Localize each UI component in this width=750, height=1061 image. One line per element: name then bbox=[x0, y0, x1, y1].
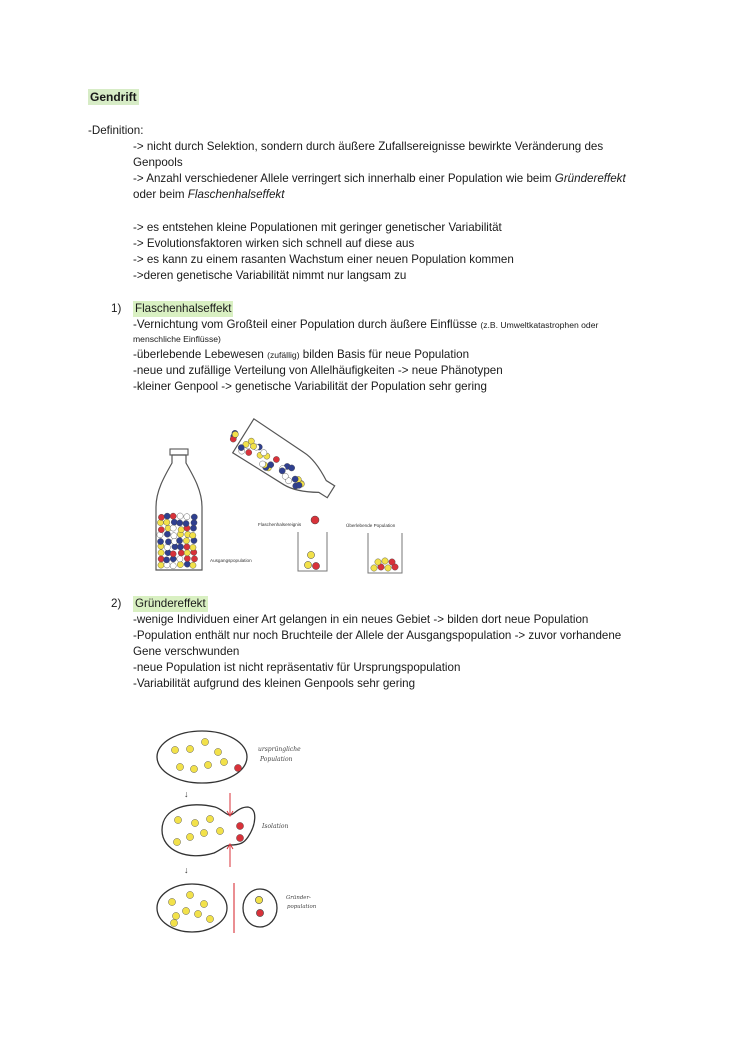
label-original-population-1: ursprüngliche bbox=[258, 746, 301, 753]
bead bbox=[183, 520, 189, 526]
bead bbox=[157, 538, 163, 544]
allele-line-text: -> Anzahl verschiedener Allele verringert sich innerhalb einer Population wie beim bbox=[133, 172, 555, 185]
bead bbox=[220, 758, 227, 765]
bead bbox=[177, 544, 183, 550]
bead bbox=[173, 838, 180, 845]
bead bbox=[158, 550, 164, 556]
allele-line2-text: oder beim bbox=[133, 188, 188, 201]
isolating-population-shape bbox=[162, 805, 255, 856]
bead bbox=[279, 468, 285, 474]
bead bbox=[158, 562, 164, 568]
remaining-population-beads bbox=[168, 891, 213, 926]
bead bbox=[176, 763, 183, 770]
bead bbox=[191, 514, 197, 520]
isolating-population-beads bbox=[173, 815, 243, 845]
bead bbox=[177, 561, 183, 567]
section-1-line bbox=[133, 347, 469, 363]
bead bbox=[200, 829, 207, 836]
bead bbox=[232, 431, 238, 437]
bead bbox=[171, 533, 177, 539]
bead bbox=[201, 738, 208, 745]
definition-line: Genpools bbox=[133, 156, 183, 169]
bead bbox=[389, 559, 395, 565]
page-title: Gendrift bbox=[90, 90, 137, 104]
bead bbox=[178, 550, 184, 556]
original-population-beads bbox=[171, 738, 241, 772]
bead bbox=[168, 898, 175, 905]
bead bbox=[177, 556, 183, 562]
down-arrow-icon: ↓ bbox=[184, 789, 189, 799]
section-1-line-small-cont: menschliche Einflüsse) bbox=[133, 334, 221, 344]
bead bbox=[170, 563, 176, 569]
bead bbox=[170, 513, 176, 519]
label-original-population-2: Population bbox=[260, 756, 293, 763]
bead bbox=[176, 538, 182, 544]
bead bbox=[158, 556, 164, 562]
bead bbox=[292, 476, 298, 482]
bead bbox=[206, 915, 213, 922]
section-2-number: 2) bbox=[111, 597, 122, 610]
label-initial-population: Ausgangspopulation bbox=[210, 558, 252, 563]
bead bbox=[158, 527, 164, 533]
bead bbox=[184, 555, 190, 561]
bead bbox=[190, 532, 196, 538]
founder-bead bbox=[255, 896, 262, 903]
bead bbox=[191, 556, 197, 562]
label-survivor-population: Überlebende Population bbox=[346, 523, 396, 528]
consequence-line: -> es kann zu einem rasanten Wachstum einer neuen Population kommen bbox=[133, 253, 514, 266]
bead bbox=[382, 558, 388, 564]
bead bbox=[174, 816, 181, 823]
bead bbox=[184, 514, 190, 520]
bead bbox=[170, 525, 176, 531]
founder-bead bbox=[256, 909, 263, 916]
bead bbox=[190, 525, 196, 531]
section-1-line-text: bilden Basis für neue Population bbox=[299, 348, 470, 361]
bead bbox=[200, 900, 207, 907]
bead bbox=[214, 748, 221, 755]
bead bbox=[191, 520, 197, 526]
section-2-line: -Variabilität aufgrund des kleinen Genpools sehr gering bbox=[133, 677, 416, 690]
bead bbox=[204, 761, 211, 768]
bead bbox=[158, 514, 164, 520]
survivor-beads bbox=[371, 558, 398, 571]
bead bbox=[250, 443, 256, 449]
bead bbox=[259, 461, 265, 467]
bead bbox=[191, 819, 198, 826]
bead bbox=[296, 482, 302, 488]
standing-bottle-beads bbox=[157, 513, 198, 569]
bead bbox=[236, 834, 243, 841]
bead bbox=[186, 745, 193, 752]
label-bottleneck-event: Flaschenhalsereignis bbox=[258, 522, 302, 527]
bead bbox=[273, 456, 279, 462]
bead bbox=[282, 473, 288, 479]
bead bbox=[234, 764, 241, 771]
bead bbox=[289, 465, 295, 471]
bead bbox=[172, 912, 179, 919]
bead bbox=[164, 544, 170, 550]
bead bbox=[371, 565, 377, 571]
bead bbox=[165, 539, 171, 545]
bead bbox=[268, 462, 274, 468]
bead bbox=[177, 513, 183, 519]
founder-effect-figure bbox=[150, 725, 350, 940]
bead bbox=[312, 562, 319, 569]
bead bbox=[206, 815, 213, 822]
section-1-line bbox=[133, 317, 598, 333]
section-1-heading: Flaschenhalseffekt bbox=[135, 302, 232, 315]
definition-line: -> nicht durch Selektion, sondern durch äußere Zufallsereignisse bewirkte Veränderung des bbox=[133, 140, 604, 153]
bead bbox=[184, 544, 190, 550]
bead bbox=[171, 746, 178, 753]
label-isolation: Isolation bbox=[262, 823, 289, 830]
bead bbox=[186, 833, 193, 840]
bead bbox=[190, 544, 196, 550]
bead bbox=[170, 919, 177, 926]
bead bbox=[216, 827, 223, 834]
bead bbox=[304, 561, 311, 568]
original-population-shape bbox=[157, 731, 247, 783]
bead bbox=[238, 445, 244, 451]
bead bbox=[194, 910, 201, 917]
bead bbox=[170, 551, 176, 557]
section-1-line: -neue und zufällige Verteilung von Allelhäufigkeiten -> neue Phänotypen bbox=[133, 364, 503, 377]
definition-heading: -Definition: bbox=[88, 124, 144, 137]
section-1-line-text: -überlebende Lebewesen bbox=[133, 348, 268, 361]
section-2-line: Gene verschwunden bbox=[133, 645, 240, 658]
definition-allele-line-2 bbox=[133, 187, 284, 203]
bead bbox=[183, 538, 189, 544]
bead bbox=[190, 562, 196, 568]
allele-line2-italic: Flaschenhalseffekt bbox=[187, 188, 285, 201]
section-1-line-small: (z.B. Umweltkatastrophen oder bbox=[480, 320, 599, 330]
definition-allele-line bbox=[133, 171, 626, 187]
bead bbox=[307, 551, 314, 558]
bead bbox=[164, 557, 170, 563]
label-founder-population-1: Gründer- bbox=[286, 895, 311, 901]
section-1-line-text: -Vernichtung vom Großteil einer Population durch äußere Einflüsse bbox=[133, 318, 481, 331]
bead bbox=[182, 907, 189, 914]
bead bbox=[246, 449, 252, 455]
founder-population-shape bbox=[243, 889, 277, 927]
bead bbox=[184, 561, 190, 567]
section-2-line: -wenige Individuen einer Art gelangen in ein neues Gebiet -> bilden dort neue Population bbox=[133, 613, 589, 626]
section-2-line: -neue Population ist nicht repräsentativ für Ursprungspopulation bbox=[133, 661, 461, 674]
bead bbox=[385, 565, 391, 571]
bead bbox=[178, 527, 184, 533]
bead bbox=[177, 520, 183, 526]
section-1-line: -kleiner Genpool -> genetische Variabilität der Population sehr gering bbox=[133, 380, 487, 393]
allele-line-italic: Gründereffekt bbox=[554, 172, 626, 185]
section-2-heading: Gründereffekt bbox=[135, 597, 206, 610]
bead bbox=[164, 519, 170, 525]
down-arrow-icon: ↓ bbox=[184, 865, 189, 875]
consequence-line: ->deren genetische Variabilität nimmt nur langsam zu bbox=[133, 269, 407, 282]
bead bbox=[261, 450, 267, 456]
section-1-number: 1) bbox=[111, 302, 122, 315]
section-1-line-small: (zufällig) bbox=[267, 350, 300, 360]
bead bbox=[236, 822, 243, 829]
bead bbox=[184, 550, 190, 556]
falling-bead bbox=[311, 516, 319, 524]
bead bbox=[164, 513, 170, 519]
bead bbox=[375, 559, 381, 565]
consequence-line: -> Evolutionsfaktoren wirken sich schnell auf diese aus bbox=[133, 237, 415, 250]
remaining-population-shape bbox=[157, 884, 227, 932]
bead bbox=[164, 531, 170, 537]
label-founder-population-2: population bbox=[287, 904, 317, 910]
bead bbox=[171, 519, 177, 525]
section-2-line: -Population enthält nur noch Bruchteile der Allele der Ausgangspopulation -> zuvor vorhandene bbox=[133, 629, 622, 642]
consequence-line: -> es entstehen kleine Populationen mit geringer genetischer Variabilität bbox=[133, 221, 502, 234]
bottleneck-figure bbox=[150, 415, 420, 580]
bead bbox=[186, 891, 193, 898]
bead bbox=[190, 765, 197, 772]
